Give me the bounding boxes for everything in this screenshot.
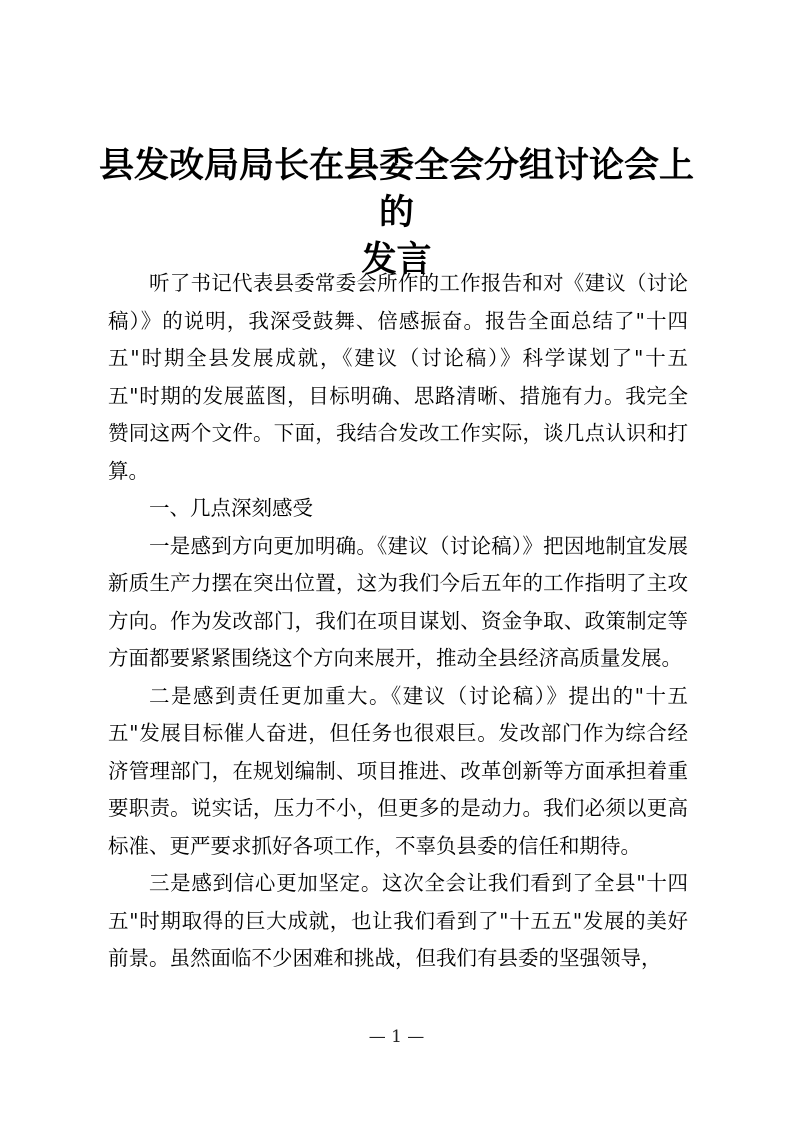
title-line-1: 县发改局局长在县委全会分组讨论会上的 [98, 146, 694, 233]
paragraph-2-text: 感到责任更加重大。《建议（讨论稿）》提出的"十五五"发展目标催人奋进，但任务也很艰巨。发改部门作为综合经济管理部门，在规划编制、项目推进、改革创新等方面承担着重要职责。说实话，压力不小，但更多的是动力。我们必须以更高标准、更严要求抓好各项工作，不辜负县委的信任和期待。 [108, 683, 689, 858]
paragraph-2-lead: 二是 [149, 683, 194, 708]
paragraph-3 [108, 865, 688, 978]
document-body [108, 265, 688, 978]
paragraph-3-lead: 三是 [149, 871, 192, 895]
title-line-2: 发言 [361, 240, 432, 280]
paragraph-3-text: 感到信心更加坚定。这次全会让我们看到了全县"十四五"时期取得的巨大成就，也让我们看到了"十五五"发展的美好前景。虽然面临不少困难和挑战，但我们有县委的坚强领导， [108, 871, 689, 970]
paragraph-2 [108, 678, 688, 866]
paragraph-1-text: 感到方向更加明确。《建议（讨论稿）》把因地制宜发展新质生产力摆在突出位置，这为我们今后五年的工作指明了主攻方向。作为发改部门，我们在项目谋划、资金争取、政策制定等方面都要紧紧围绕这个方向来展开，推动全县经济高质量发展。 [108, 533, 689, 670]
section-heading-1: 一、几点深刻感受 [149, 496, 313, 520]
paragraph-1-lead: 一是 [149, 533, 191, 558]
page-number: — 1 — [368, 1027, 425, 1047]
document-title [90, 143, 703, 284]
intro-paragraph: 听了书记代表县委常委会所作的工作报告和对《建议（讨论稿）》的说明，我深受鼓舞、倍感振奋。报告全面总结了"十四五"时期全县发展成就，《建议（讨论稿）》科学谋划了"十五五"时期的发展蓝图，目标明确、思路清晰、措施有力。我完全赞同这两个文件。下面，我结合发改工作实际，谈几点认识和打算。 [108, 271, 688, 483]
paragraph-1 [108, 528, 688, 678]
